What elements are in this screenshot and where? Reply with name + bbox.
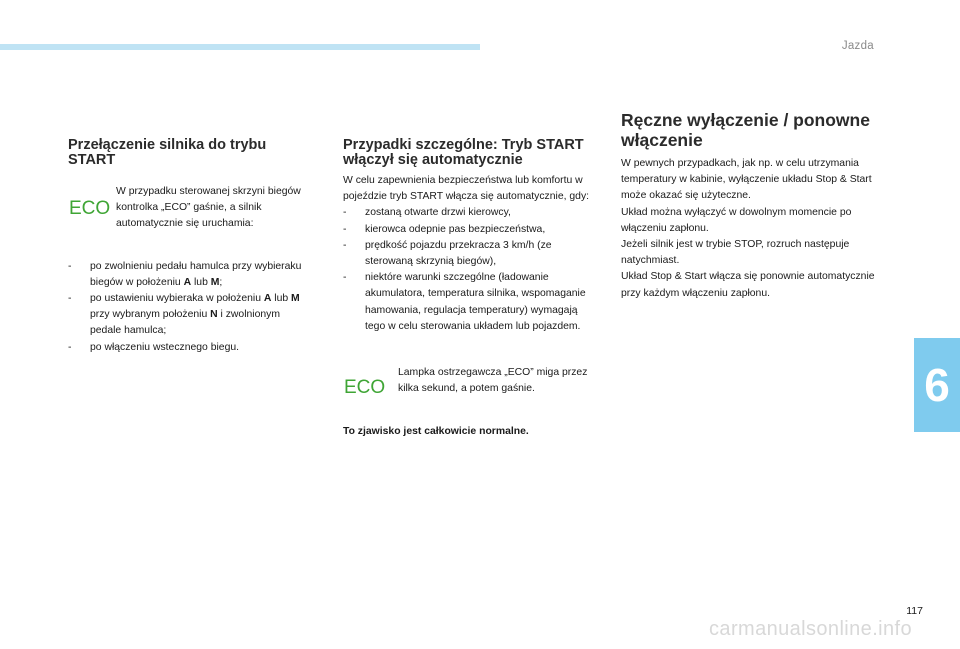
paragraph: W pewnych przypadkach, jak np. w celu utrzymania temperatury w kabinie, wyłączenie układu Stop & Start może okazać się użyteczne. [621,158,872,202]
list-item: - po zwolnieniu pedału hamulca przy wybieraku biegów w położeniu A lub M; [68,259,304,291]
list-item: - kierowca odepnie pas bezpieczeństwa, [343,222,599,238]
header-accent-bar [0,44,480,50]
eco-icon [343,375,387,397]
start-conditions-list [68,259,304,356]
list-item: - prędkość pojazdu przekracza 3 km/h (ze sterowaną skrzynią biegów), [343,238,599,270]
column-special-cases [343,138,599,441]
heading-special-cases: Przypadki szczególne: Tryb START włączył się automatycznie [343,137,584,168]
manual-toggle-text [621,156,879,302]
svg-text:ECO: ECO [344,377,386,398]
chapter-tab [914,338,960,432]
eco-info-row [68,184,304,233]
list-item: - niektóre warunki szczególne (ładowanie akumulatora, temperatura silnika, wspomaganie hamowania, regulacja temperatury) wymagają tego w celu sterowania układem lub pojazdem. [343,270,599,335]
svg-text:ECO: ECO [69,198,111,218]
heading-start-mode: Przełączenie silnika do trybu START [68,137,267,168]
watermark: carmanualsonline.info [709,618,912,640]
column-start-mode [68,138,304,356]
eco-icon [68,196,112,218]
normal-behaviour-note: To zjawisko jest całkowicie normalne. [343,426,529,438]
paragraph: Jeżeli silnik jest w trybie STOP, rozruch następuje natychmiast. [621,239,850,267]
eco-blink-text: Lampka ostrzegawcza „ECO” miga przez kilka sekund, a potem gaśnie. [398,367,588,395]
page-number: 117 [906,605,923,617]
list-item: - po ustawieniu wybieraka w położeniu A lub M przy wybranym położeniu N i zwolnionym pedale hamulca; [68,291,304,340]
eco-blink-row [343,365,599,397]
paragraph: Układ można wyłączyć w dowolnym momencie po włączeniu zapłonu. [621,206,852,234]
eco-start-text: W przypadku sterowanej skrzyni biegów kontrolka „ECO” gaśnie, a silnik automatycznie się uruchamia: [116,186,301,230]
list-item: - zostaną otwarte drzwi kierowcy, [343,205,599,221]
chapter-number: 6 [924,359,950,411]
special-cases-list [343,205,599,335]
paragraph: Układ Stop & Start włącza się ponownie automatycznie przy każdym włączeniu zapłonu. [621,271,875,299]
heading-manual-toggle: Ręczne wyłączenie / ponowne włączenie [621,110,870,150]
list-item: - po włączeniu wstecznego biegu. [68,340,304,356]
eco-warning-lamp-icon [68,184,116,233]
column-manual-toggle [621,110,879,302]
eco-warning-lamp-icon [343,365,398,397]
special-cases-intro: W celu zapewnienia bezpieczeństwa lub komfortu w pojeździe tryb START włącza się automatycznie, gdy: [343,175,590,203]
section-title: Jazda [841,40,874,52]
